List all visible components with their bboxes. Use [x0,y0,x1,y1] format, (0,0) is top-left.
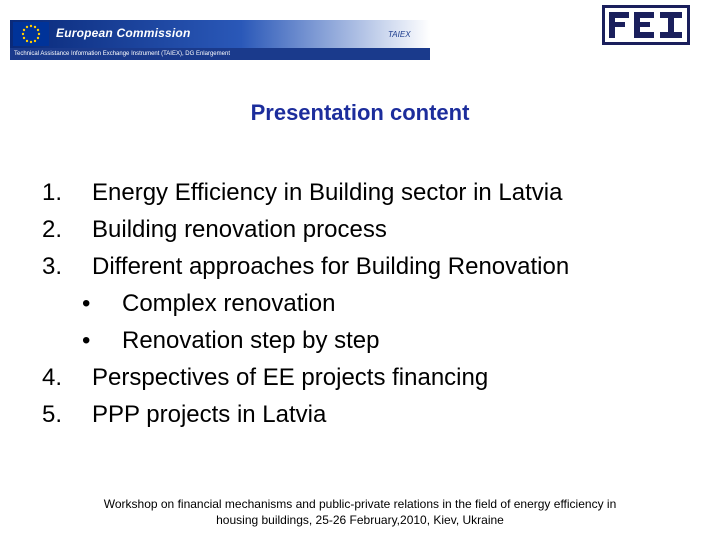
footer-line: Workshop on financial mechanisms and public-private relations in the field of energy efficiency in [103,497,617,511]
item-text: Energy Efficiency in Building sector in Latvia [92,179,563,206]
item-number: 1. [42,179,63,206]
commission-name: European Commission [56,26,191,40]
taiex-label: TAIEX [388,30,411,39]
item-number: 3. [42,253,63,280]
item-text: Different approaches for Building Renovation [92,253,570,280]
bullet-icon: • [82,290,91,317]
item-number: 5. [42,401,63,428]
item-text: Complex renovation [122,290,336,317]
eu-flag-icon [13,22,49,46]
slide-title: Presentation content [250,100,470,125]
footer-line: housing buildings, 25-26 February,2010, Kiev, Ukraine [216,513,504,527]
bullet-icon: • [82,327,91,354]
european-commission-banner [10,20,430,60]
item-text: PPP projects in Latvia [92,401,327,428]
item-text: Perspectives of EE projects financing [92,364,489,391]
fei-logo [602,5,690,45]
item-text: Renovation step by step [122,327,380,354]
slide-footer [40,496,680,528]
item-number: 4. [42,364,63,391]
item-text: Building renovation process [92,216,387,243]
item-number: 2. [42,216,63,243]
instrument-line: Technical Assistance Information Exchange Instrument (TAIEX), DG Enlargement [10,49,430,60]
